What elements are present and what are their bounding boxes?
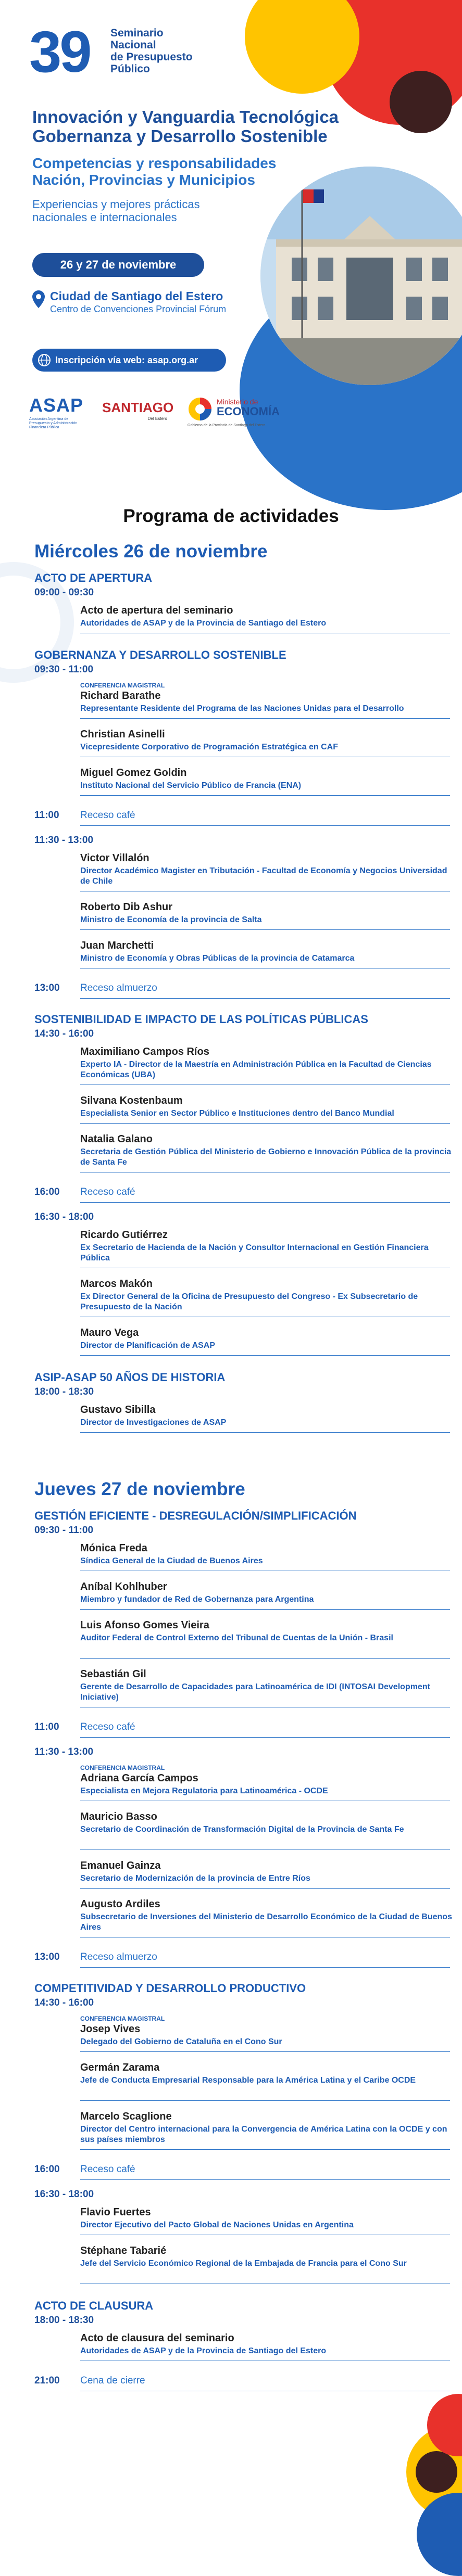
speaker-name: Mónica Freda bbox=[80, 1542, 147, 1554]
slot-time: 09:30 - 11:00 bbox=[34, 664, 94, 675]
section-title: COMPETITIVIDAD Y DESARROLLO PRODUCTIVO bbox=[34, 1982, 306, 1995]
speaker-role: Gerente de Desarrollo de Capacidades para Latinoamérica de IDI (INTOSAI Development Iniciative) bbox=[80, 1682, 430, 1702]
title-line: Innovación y Vanguardia Tecnológica bbox=[32, 107, 339, 126]
break-time: 13:00 bbox=[34, 1952, 60, 1962]
speaker-name: Marcelo Scaglione bbox=[80, 2111, 172, 2122]
section-title: ACTO DE APERTURA bbox=[34, 571, 153, 584]
seminar-name bbox=[110, 27, 193, 75]
location-pin-icon bbox=[32, 290, 45, 308]
speaker-role: Autoridades de ASAP y de la Provincia de Santiago del Estero bbox=[80, 619, 327, 628]
speaker-name: Victor Villalón bbox=[80, 852, 149, 864]
santiago-logo-subtext: Del Estero bbox=[147, 416, 167, 421]
day-heading: Jueves 27 de noviembre bbox=[34, 1479, 245, 1499]
seminar-line: de Presupuesto bbox=[110, 51, 193, 63]
speaker-name: Luis Afonso Gomes Vieira bbox=[80, 1619, 209, 1631]
speaker-role: Vicepresidente Corporativo de Programación Estratégica en CAF bbox=[80, 743, 338, 751]
venue-photo bbox=[260, 167, 462, 385]
speaker-role: Instituto Nacional del Servicio Público de Francia (ENA) bbox=[80, 781, 302, 790]
section-title: ASIP-ASAP 50 AÑOS DE HISTORIA bbox=[34, 1371, 226, 1384]
slot-time: 16:30 - 18:00 bbox=[34, 2189, 94, 2200]
speaker-name: Mauricio Basso bbox=[80, 1811, 157, 1822]
speaker-name: Germán Zarama bbox=[80, 2062, 160, 2073]
speaker-role: Jefe de Conducta Empresarial Responsable para la América Latina y el Caribe OCDE bbox=[80, 2076, 416, 2085]
speaker-role: Director del Centro internacional para la Convergencia de América Latina con la OCDE y con sus países miembros bbox=[80, 2125, 447, 2144]
row-divider bbox=[80, 1355, 450, 1356]
event-venue bbox=[32, 289, 277, 315]
slot-time: 14:30 - 16:00 bbox=[34, 1997, 94, 2008]
row-divider bbox=[80, 718, 450, 719]
event-dates-badge: 26 y 27 de noviembre bbox=[32, 253, 204, 277]
speaker-role: Ministro de Economía y Obras Públicas de la provincia de Catamarca bbox=[80, 954, 355, 963]
break-label: Receso almuerzo bbox=[80, 983, 157, 993]
seminar-line: Público bbox=[110, 63, 150, 75]
break-label: Receso café bbox=[80, 2164, 135, 2175]
break-label: Receso café bbox=[80, 1721, 135, 1732]
speaker-role: Autoridades de ASAP y de la Provincia de Santiago del Estero bbox=[80, 2347, 327, 2355]
ministerio-logo-subtext: Gobierno de la Provincia de Santiago del Estero bbox=[188, 424, 266, 427]
row-divider bbox=[80, 2149, 450, 2150]
speaker-name: Stéphane Tabarié bbox=[80, 2245, 167, 2256]
slot-time: 18:00 - 18:30 bbox=[34, 1386, 94, 1397]
speaker-name: Ricardo Gutiérrez bbox=[80, 1229, 168, 1241]
row-divider bbox=[80, 2179, 450, 2180]
row-divider bbox=[80, 795, 450, 796]
row-divider bbox=[80, 929, 450, 930]
speaker-name: Augusto Ardiles bbox=[80, 1898, 160, 1910]
slot-time: 09:00 - 09:30 bbox=[34, 587, 94, 598]
break-time: 13:00 bbox=[34, 983, 60, 993]
event-subtitle bbox=[32, 155, 345, 188]
section-title: ACTO DE CLAUSURA bbox=[34, 2299, 154, 2312]
break-label: Cena de cierre bbox=[80, 2375, 145, 2386]
speaker-role: Director Académico Magister en Tributación - Facultad de Economía y Negocios Universidad de Chile bbox=[80, 866, 447, 886]
slot-time: 14:30 - 16:00 bbox=[34, 1028, 94, 1039]
speaker-role: Ministro de Economía de la provincia de Salta bbox=[80, 915, 262, 924]
section-title: GESTIÓN EFICIENTE - DESREGULACIÓN/SIMPLIFICACIÓN bbox=[34, 1509, 357, 1522]
row-divider bbox=[80, 1737, 450, 1738]
event-title bbox=[32, 107, 366, 146]
edition-number: 39 bbox=[29, 19, 90, 84]
speaker-name: Maximiliano Campos Ríos bbox=[80, 1046, 209, 1057]
speaker-role: Secretario de Coordinación de Transformación Digital de la Provincia de Santa Fe bbox=[80, 1825, 404, 1834]
session-tag: CONFERENCIA MAGISTRAL bbox=[80, 682, 165, 689]
speaker-role: Director Ejecutivo del Pacto Global de Naciones Unidas en Argentina bbox=[80, 2221, 354, 2229]
slot-time: 18:00 - 18:30 bbox=[34, 2315, 94, 2326]
globe-icon bbox=[38, 353, 51, 367]
session-tag: CONFERENCIA MAGISTRAL bbox=[80, 2015, 165, 2022]
speaker-name: Sebastián Gil bbox=[80, 1668, 146, 1680]
row-divider bbox=[80, 1432, 450, 1433]
speaker-role: Especialista Senior en Sector Público e Instituciones dentro del Banco Mundial bbox=[80, 1109, 394, 1118]
speaker-name: Silvana Kostenbaum bbox=[80, 1095, 183, 1106]
slot-time: 11:30 - 13:00 bbox=[34, 1746, 94, 1757]
ministerio-emblem-icon bbox=[188, 397, 213, 422]
speaker-role: Ex Director General de la Oficina de Presupuesto del Congreso - Ex Subsecretario de Presupuesto de la Nación bbox=[80, 1292, 418, 1311]
subtitle-line: Competencias y responsabilidades bbox=[32, 155, 277, 171]
asap-logo-text: ASAP bbox=[29, 394, 84, 416]
hero-banner bbox=[0, 0, 462, 500]
seminar-line: Seminario bbox=[110, 27, 164, 39]
break-label: Receso almuerzo bbox=[80, 1952, 157, 1962]
break-time: 11:00 bbox=[34, 1721, 59, 1732]
seminar-line: Nacional bbox=[110, 39, 156, 51]
speaker-name: Miguel Gomez Goldin bbox=[80, 767, 187, 779]
building-illustration bbox=[260, 167, 462, 385]
break-time: 16:00 bbox=[34, 2164, 60, 2175]
speaker-role: Auditor Federal de Control Externo del Tribunal de Cuentas de la Unión - Brasil bbox=[80, 1634, 393, 1642]
section-title: GOBERNANZA Y DESARROLLO SOSTENIBLE bbox=[34, 648, 286, 661]
speaker-name: Aníbal Kohlhuber bbox=[80, 1581, 167, 1592]
speaker-role: Miembro y fundador de Red de Gobernanza para Argentina bbox=[80, 1595, 314, 1604]
section-title: SOSTENIBILIDAD E IMPACTO DE LAS POLÍTICAS PÚBLICAS bbox=[34, 1013, 368, 1026]
asap-logo bbox=[29, 396, 88, 430]
break-label: Receso café bbox=[80, 810, 135, 821]
speaker-name: Mauro Vega bbox=[80, 1327, 139, 1338]
speaker-name: Richard Barathe bbox=[80, 690, 161, 702]
slot-time: 09:30 - 11:00 bbox=[34, 1525, 94, 1536]
speaker-role: Secretario de Modernización de la provincia de Entre Ríos bbox=[80, 1874, 310, 1883]
registration-link[interactable] bbox=[32, 349, 226, 372]
santiago-logo-text: SANTIAGO bbox=[102, 400, 174, 415]
speaker-role: Experto IA - Director de la Maestría en Administración Pública en la Facultad de Ciencias Económicas (UBA) bbox=[80, 1060, 432, 1079]
event-subtitle-secondary bbox=[32, 198, 251, 224]
speaker-name: Josep Vives bbox=[80, 2023, 141, 2035]
subtitle-line: Nación, Provincias y Municipios bbox=[32, 172, 255, 188]
venue-name: Centro de Convenciones Provincial Fórum bbox=[50, 304, 227, 314]
ministerio-logo bbox=[188, 394, 292, 431]
day-heading: Miércoles 26 de noviembre bbox=[34, 541, 268, 562]
row-divider bbox=[80, 1609, 450, 1610]
speaker-name: Juan Marchetti bbox=[80, 940, 154, 951]
row-divider bbox=[80, 1967, 450, 1968]
asap-logo-subtext: Asociación Argentina de Presupuesto y Administración Financiera Pública bbox=[29, 417, 78, 429]
row-divider bbox=[80, 1658, 450, 1659]
subtitle2-line: Experiencias y mejores prácticas bbox=[32, 198, 200, 211]
speaker-role: Director de Investigaciones de ASAP bbox=[80, 1418, 227, 1427]
subtitle2-line: nacionales e internacionales bbox=[32, 211, 177, 224]
program-title: Programa de actividades bbox=[123, 506, 339, 526]
speaker-role: Síndica General de la Ciudad de Buenos Aires bbox=[80, 1557, 263, 1565]
speaker-name: Gustavo Sibilla bbox=[80, 1404, 156, 1415]
speaker-name: Marcos Makón bbox=[80, 1278, 153, 1290]
session-tag: CONFERENCIA MAGISTRAL bbox=[80, 1764, 165, 1771]
speaker-role: Especialista en Mejora Regulatoria para Latinoamérica - OCDE bbox=[80, 1787, 328, 1795]
slot-time: 16:30 - 18:00 bbox=[34, 1212, 94, 1222]
registration-text: Inscripción vía web: asap.org.ar bbox=[55, 355, 198, 365]
break-label: Receso café bbox=[80, 1187, 135, 1197]
speaker-name: Christian Asinelli bbox=[80, 729, 165, 740]
santiago-logo bbox=[102, 400, 174, 421]
ministerio-logo-line2: ECONOMÍA bbox=[217, 405, 280, 418]
speaker-name: Emanuel Gainza bbox=[80, 1860, 161, 1871]
row-divider bbox=[80, 2051, 450, 2052]
speaker-role: Subsecretario de Inversiones del Ministerio de Desarrollo Económico de la Ciudad de Buenos Aires bbox=[80, 1912, 452, 1932]
speaker-name: Flavio Fuertes bbox=[80, 2207, 151, 2218]
row-divider bbox=[80, 998, 450, 999]
speaker-role: Ex Secretario de Hacienda de la Nación y Consultor Internacional en Gestión Financiera Pública bbox=[80, 1243, 429, 1263]
break-time: 21:00 bbox=[34, 2375, 60, 2386]
break-time: 16:00 bbox=[34, 1187, 60, 1197]
speaker-name: Natalia Galano bbox=[80, 1133, 153, 1145]
speaker-name: Adriana García Campos bbox=[80, 1772, 198, 1784]
row-divider bbox=[80, 1123, 450, 1124]
row-divider bbox=[80, 825, 450, 826]
venue-city: Ciudad de Santiago del Estero bbox=[50, 289, 223, 303]
row-divider bbox=[80, 1202, 450, 1203]
speaker-name: Acto de clausura del seminario bbox=[80, 2332, 234, 2344]
slot-time: 11:30 - 13:00 bbox=[34, 835, 94, 846]
row-divider bbox=[80, 1888, 450, 1889]
speaker-role: Director de Planificación de ASAP bbox=[80, 1341, 216, 1350]
speaker-role: Secretaria de Gestión Pública del Ministerio de Gobierno e Innovación Pública de la provincia de Santa Fe bbox=[80, 1147, 452, 1167]
break-time: 11:00 bbox=[34, 810, 59, 821]
decor-circle-maroon-bottom bbox=[416, 2451, 457, 2493]
speaker-name: Roberto Dib Ashur bbox=[80, 901, 173, 913]
speaker-role: Representante Residente del Programa de las Naciones Unidas para el Desarrollo bbox=[80, 704, 404, 713]
ministerio-logo-line1: Ministerio de bbox=[217, 398, 258, 406]
title-line: Gobernanza y Desarrollo Sostenible bbox=[32, 126, 328, 146]
speaker-role: Delegado del Gobierno de Cataluña en el Cono Sur bbox=[80, 2037, 282, 2046]
speaker-name: Acto de apertura del seminario bbox=[80, 605, 233, 616]
row-divider bbox=[80, 2100, 450, 2101]
speaker-role: Jefe del Servicio Económico Regional de la Embajada de Francia para el Cono Sur bbox=[80, 2259, 407, 2268]
